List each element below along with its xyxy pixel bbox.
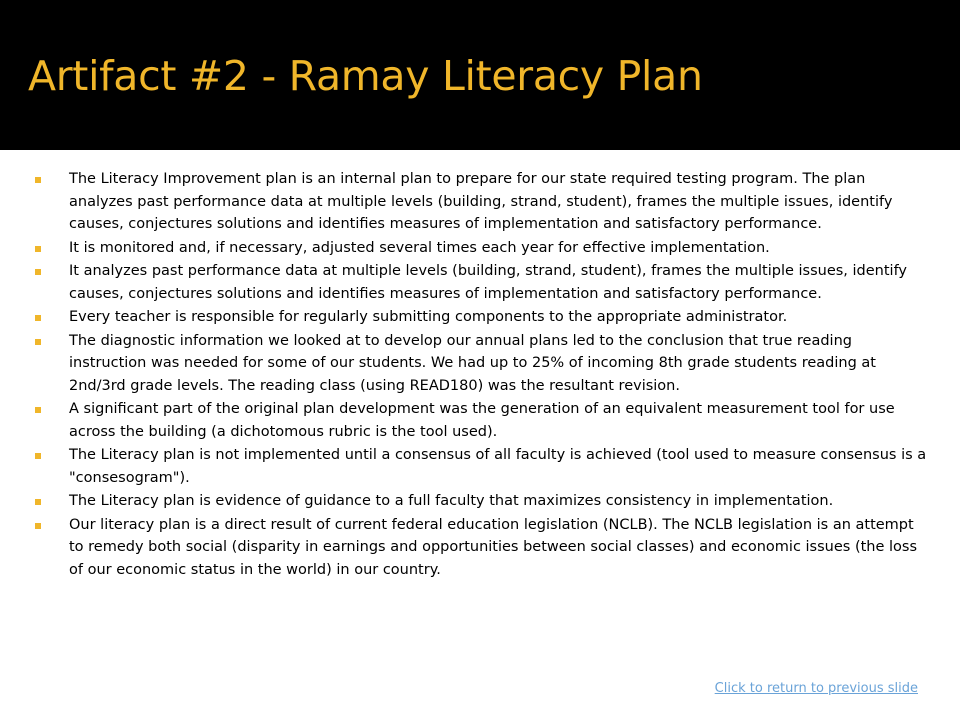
- bullet-text: Every teacher is responsible for regularly submitting components to the appropriate administrator.: [69, 309, 788, 325]
- bullet-text: A significant part of the original plan development was the generation of an equivalent measurement tool for use across the building (a dichotomous rubric is the tool used).: [69, 401, 895, 440]
- bullet-item: [35, 260, 930, 305]
- bullet-text: The Literacy plan is evidence of guidance to a full faculty that maximizes consistency in implementation.: [69, 493, 834, 509]
- bullet-item: [35, 306, 930, 329]
- title-bar: [0, 0, 960, 150]
- square-bullet-icon: [35, 407, 41, 413]
- square-bullet-icon: [35, 499, 41, 505]
- bullet-text: Our literacy plan is a direct result of current federal education legislation (NCLB). The NCLB legislation is an attempt to remedy both social (disparity in earnings and opportunities between social classes) and economic issues (the loss of our economic status in the world) in our country.: [69, 516, 918, 578]
- square-bullet-icon: [35, 523, 41, 529]
- square-bullet-icon: [35, 177, 41, 183]
- square-bullet-icon: [35, 315, 41, 321]
- square-bullet-icon: [35, 453, 41, 459]
- slide-title: Artifact #2 - Ramay Literacy Plan: [28, 52, 703, 100]
- bullet-text: It is monitored and, if necessary, adjusted several times each year for effective implementation.: [69, 239, 770, 256]
- bullet-item: [35, 398, 930, 443]
- bullet-item: [35, 490, 930, 513]
- square-bullet-icon: [35, 246, 41, 252]
- square-bullet-icon: [35, 339, 41, 345]
- bullet-list: [35, 168, 930, 582]
- bullet-text: The Literacy Improvement plan is an internal plan to prepare for our state required testing program. The plan analyzes past performance data at multiple levels (building, strand, student), frames the multiple issues, identify causes, conjectures solutions and identifies measures of implementation and satisfactory performance.: [69, 171, 893, 232]
- bullet-item: [35, 444, 930, 489]
- bullet-text: It analyzes past performance data at multiple levels (building, strand, student), frames the multiple issues, identify causes, conjectures solutions and identifies measures of implementation and satisfactory performance.: [69, 263, 908, 302]
- square-bullet-icon: [35, 269, 41, 275]
- bullet-item: [35, 514, 930, 582]
- bullet-item: [35, 237, 930, 260]
- bullet-text: The Literacy plan is not implemented until a consensus of all faculty is achieved (tool used to measure consensus is a "consesogram").: [69, 447, 927, 486]
- return-to-previous-slide-link[interactable]: Click to return to previous slide: [714, 681, 918, 696]
- bullet-item: [35, 168, 930, 236]
- bullet-text: The diagnostic information we looked at to develop our annual plans led to the conclusion that true reading instruction was needed for some of our students. We had up to 25% of incoming 8th grade students reading at 2nd/3rd grade levels. The reading class (using READ180) was the resultant revision.: [69, 332, 876, 394]
- bullet-item: [35, 330, 930, 398]
